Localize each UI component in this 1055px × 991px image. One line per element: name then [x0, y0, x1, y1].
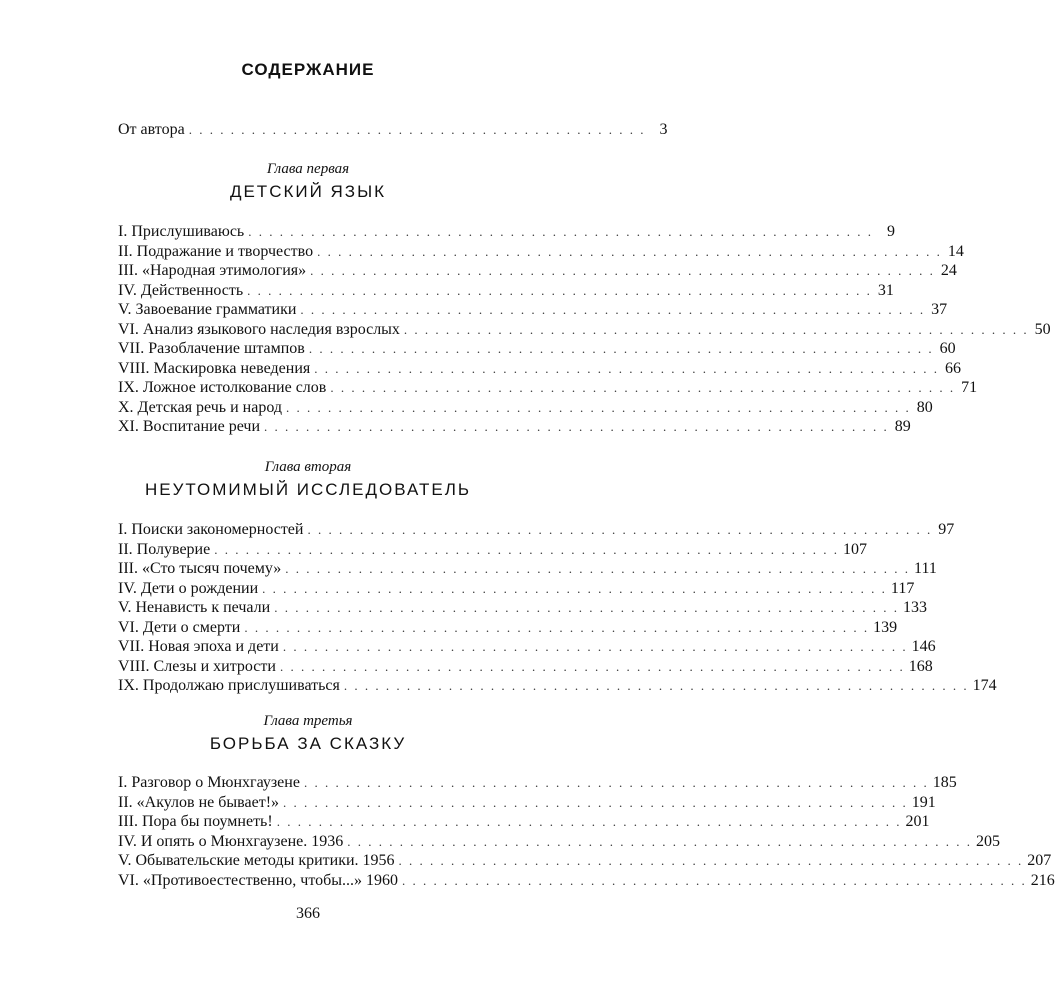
toc-entry-page: 111	[914, 560, 937, 577]
leader-dots: . . . . . . . . . . . . . . . . . . . . . . . . . . . . . . . . . . . . . . . . . . . . . . . . . . . . . . . . . . . .	[262, 580, 887, 596]
leader-dots: . . . . . . . . . . . . . . . . . . . . . . . . . . . . . . . . . . . . . . . . . . . . . . . . . . . . . . . . . . . .	[286, 399, 911, 415]
chapter-subtitle: Глава первая	[266, 161, 350, 177]
leader-dots: . . . . . . . . . . . . . . . . . . . . . . . . . . . . . . . . . . . . . . . . . . . . . . . . . . . . . . . . . . . .	[264, 419, 889, 434]
chapter-heading-2	[0, 458, 616, 502]
toc-entry-label: V. Завоевание грамматики	[118, 301, 297, 318]
toc-entry-label: IX. Ложное истолкование слов	[118, 379, 327, 396]
leader-dots: . . . . . . . . . . . . . . . . . . . . . . . . . . . . . . . . . . . . . . . . . . . . . . . . . . . . . . . . . . . .	[303, 775, 929, 790]
leader-dots: . . . . . . . . . . . . . . . . . . . . . . . . . . . . . . . . . . . . . . . . . . . . . . . . . . . . . . . . . . . .	[276, 814, 902, 829]
toc-entry	[118, 559, 937, 579]
toc-entry	[118, 378, 978, 398]
toc-entry	[118, 242, 964, 262]
toc-intro	[118, 120, 668, 140]
toc-entry	[118, 520, 955, 540]
toc-entry-page: 31	[877, 281, 894, 299]
toc-entry-label: VI. Дети о смерти	[118, 618, 241, 636]
chapter-title: НЕУТОМИМЫЙ ИССЛЕДОВАТЕЛЬ	[144, 480, 472, 499]
toc-entry-page: 66	[944, 359, 961, 377]
toc-entry-page: 146	[911, 638, 936, 655]
toc-entry-page: 201	[905, 813, 930, 830]
toc-entry-page: 139	[873, 618, 898, 636]
toc-entry-page: 89	[894, 418, 911, 435]
toc-entry-label: VII. Новая эпоха и дети	[118, 638, 279, 655]
toc-entry-label: IX. Продолжаю прислушиваться	[118, 677, 340, 694]
leader-dots: . . . . . . . . . . . . . . . . . . . . . . . . . . . . . . . . . . . . . . . . . . . . . . . . . . . . . . . . . . . .	[247, 282, 872, 298]
toc-entry-page: 133	[902, 599, 927, 616]
toc-entry	[118, 398, 933, 418]
toc-entry-page: 24	[940, 262, 957, 279]
toc-entry-label: VIII. Маскировка неведения	[118, 359, 311, 377]
leader-dots: . . . . . . . . . . . . . . . . . . . . . . . . . . . . . . . . . . . . . . . . . . . . . . . . . . . . . . . . . . . .	[274, 600, 899, 615]
toc-entry-page: 60	[939, 340, 956, 357]
leader-dots: . . . . . . . . . . . . . . . . . . . . . . . . . . . . . . . . . . . . . . . . . . . . . . . . . . . . . . . . . . . .	[398, 853, 1024, 868]
chapter-2-list	[118, 520, 997, 696]
toc-entry	[118, 281, 894, 301]
toc-entry	[118, 300, 948, 320]
toc-entry-label: III. Пора бы поумнеть!	[118, 813, 273, 830]
toc-entry	[118, 261, 957, 281]
leader-dots: . . . . . . . . . . . . . . . . . . . . . . . . . . . . . . . . . . . . . . . . . . . . . . . . . . . . . . . . . . . .	[307, 522, 933, 537]
toc-entry-label: От автора	[118, 121, 185, 138]
toc-entry-page: 50	[1034, 320, 1051, 338]
leader-dots: . . . . . . . . . . . . . . . . . . . . . . . . . . . . . . . . . . . . . . . . . . . . . . . . . . . . . . . . . . . .	[314, 360, 939, 376]
chapter-heading-3	[0, 712, 616, 756]
toc-entry	[118, 657, 933, 677]
chapter-1-list	[118, 222, 1051, 437]
toc-entry	[118, 579, 915, 599]
toc-entry	[118, 832, 1001, 852]
toc-entry	[118, 120, 668, 140]
toc-entry	[118, 793, 936, 813]
toc-entry-page: 216	[1030, 871, 1055, 889]
leader-dots: . . . . . . . . . . . . . . . . . . . . . . . . . . . . . . . . . . . . . . . . . . . . . . . . . . . . . . . . . . . .	[403, 321, 1029, 337]
toc-entry	[118, 851, 1052, 871]
toc-entry-page: 107	[842, 540, 867, 558]
chapter-3-list	[118, 773, 1055, 890]
leader-dots: . . . . . . . . . . . . . . . . . . . . . . . . . . . . . . . . . . . . . . . . . . . . . . . . . . . . . . . . . . . .	[402, 872, 1027, 888]
leader-dots: . . . . . . . . . . . . . . . . . . . . . . . . . . . . . . . . . . . . . . . . . . . . . . . . . . . . . . . . . . . .	[283, 794, 908, 810]
leader-dots: . . . . . . . . . . . . . . . . . . . . . . . . . . . . . . . . . . . . . . . . . . . . . . . . . . . . . . . . . . . .	[310, 263, 935, 278]
toc-entry-label: II. «Акулов не бывает!»	[118, 793, 280, 811]
chapter-subtitle: Глава вторая	[264, 459, 352, 475]
toc-entry-page: 3	[659, 121, 668, 138]
toc-entry	[118, 618, 898, 638]
leader-dots: . . . . . . . . . . . . . . . . . . . . . . . . . . . . . . . . . . . . . . . . . . . . . . . . . . . . . . . . . . . .	[308, 341, 934, 356]
toc-entry-label: III. «Сто тысяч почему»	[118, 560, 282, 577]
toc-entry	[118, 871, 1055, 891]
toc-entry-label: X. Детская речь и народ	[118, 398, 282, 416]
leader-dots: . . . . . . . . . . . . . . . . . . . . . . . . . . . . . . . . . . . . . . . . . . . . . . . . . . . . . . . . . . . .	[300, 302, 926, 317]
leader-dots: . . . . . . . . . . . . . . . . . . . . . . . . . . . . . . . . . . . . . . . . . . . . . . . . . . . . . . . . . . . .	[347, 833, 973, 849]
toc-entry	[118, 540, 867, 560]
toc-entry	[118, 773, 957, 793]
leader-dots: . . . . . . . . . . . . . . . . . . . . . . . . . . . . . . . . . . . . . . . . . . . . . . . . . . . . . . . . . . . .	[282, 639, 908, 654]
toc-entry-label: I. Прислушиваюсь	[118, 223, 245, 240]
toc-entry	[118, 676, 997, 696]
toc-entry-page: 80	[916, 398, 933, 416]
page-number: 366	[296, 905, 320, 922]
toc-entry-label: VI. Анализ языкового наследия взрослых	[118, 320, 400, 338]
toc-entry	[118, 320, 1051, 340]
toc-entry-label: XI. Воспитание речи	[118, 418, 261, 435]
leader-dots: . . . . . . . . . . . . . . . . . . . . . . . . . . . . . . . . . . . . . . . . . . . . . . . . . . . . . . . . . . . .	[330, 380, 956, 395]
toc-entry	[118, 417, 911, 437]
toc-entry-page: 9	[886, 223, 895, 240]
leader-dots: . . . . . . . . . . . . . . . . . . . . . . . . . . . . . . . . . . . . . . . . . . . . . . . . . . . . . . . . . . . .	[244, 619, 870, 635]
chapter-subtitle: Глава третья	[263, 713, 353, 729]
toc-entry-page: 37	[931, 301, 948, 318]
toc-entry-page: 168	[908, 657, 933, 675]
toc-entry-page: 71	[961, 379, 978, 396]
leader-dots: . . . . . . . . . . . . . . . . . . . . . . . . . . . . . . . . . . . . . . . . . . . . . . . . . . . . . . . . . . . .	[248, 224, 873, 239]
toc-entry-page: 205	[976, 832, 1001, 850]
toc-entry-page: 174	[972, 677, 997, 694]
leader-dots: . . . . . . . . . . . . . . . . . . . . . . . . . . . . . . . . . . . . . . . . . . . .	[188, 122, 646, 137]
toc-entry-page: 117	[890, 579, 915, 597]
toc-entry-label: V. Ненависть к печали	[118, 599, 271, 616]
chapter-title: БОРЬБА ЗА СКАЗКУ	[209, 734, 407, 753]
toc-entry	[118, 637, 936, 657]
leader-dots: . . . . . . . . . . . . . . . . . . . . . . . . . . . . . . . . . . . . . . . . . . . . . . . . . . . . . . . . . . . .	[285, 561, 911, 576]
toc-entry-label: IV. И опять о Мюнхгаузене. 1936	[118, 832, 344, 850]
leader-dots: . . . . . . . . . . . . . . . . . . . . . . . . . . . . . . . . . . . . . . . . . . . . . . . . . . . . . . . . . . . .	[214, 541, 839, 557]
toc-entry	[118, 598, 927, 618]
toc-entry-page: 191	[911, 793, 936, 811]
toc-entry-label: II. Полуверие	[118, 540, 211, 558]
leader-dots: . . . . . . . . . . . . . . . . . . . . . . . . . . . . . . . . . . . . . . . . . . . . . . . . . . . . . . . . . . . .	[343, 678, 969, 693]
toc-entry-page: 14	[947, 242, 964, 260]
toc-entry-label: VIII. Слезы и хитрости	[118, 657, 276, 675]
page-title: СОДЕРЖАНИЕ	[241, 60, 375, 79]
toc-entry-page: 97	[938, 521, 955, 538]
leader-dots: . . . . . . . . . . . . . . . . . . . . . . . . . . . . . . . . . . . . . . . . . . . . . . . . . . . . . . . . . . . .	[317, 243, 942, 259]
toc-entry	[118, 222, 895, 242]
toc-entry-label: I. Поиски закономерностей	[118, 521, 304, 538]
toc-entry-label: III. «Народная этимология»	[118, 262, 307, 279]
toc-entry-label: VII. Разоблачение штампов	[118, 340, 305, 357]
toc-entry	[118, 812, 930, 832]
toc-entry	[118, 359, 961, 379]
toc-entry-page: 207	[1027, 852, 1052, 869]
toc-entry-label: II. Подражание и творчество	[118, 242, 314, 260]
toc-entry-label: VI. «Противоестественно, чтобы...» 1960	[118, 871, 399, 889]
toc-entry-page: 185	[932, 774, 957, 791]
chapter-title: ДЕТСКИЙ ЯЗЫК	[229, 182, 387, 201]
toc-entry-label: IV. Дети о рождении	[118, 579, 259, 597]
toc-entry-label: IV. Действенность	[118, 281, 244, 299]
toc-entry-label: I. Разговор о Мюнхгаузене	[118, 774, 300, 791]
leader-dots: . . . . . . . . . . . . . . . . . . . . . . . . . . . . . . . . . . . . . . . . . . . . . . . . . . . . . . . . . . . .	[279, 658, 905, 674]
toc-entry	[118, 339, 956, 359]
chapter-heading-1	[0, 160, 616, 204]
toc-entry-label: V. Обывательские методы критики. 1956	[118, 852, 395, 869]
